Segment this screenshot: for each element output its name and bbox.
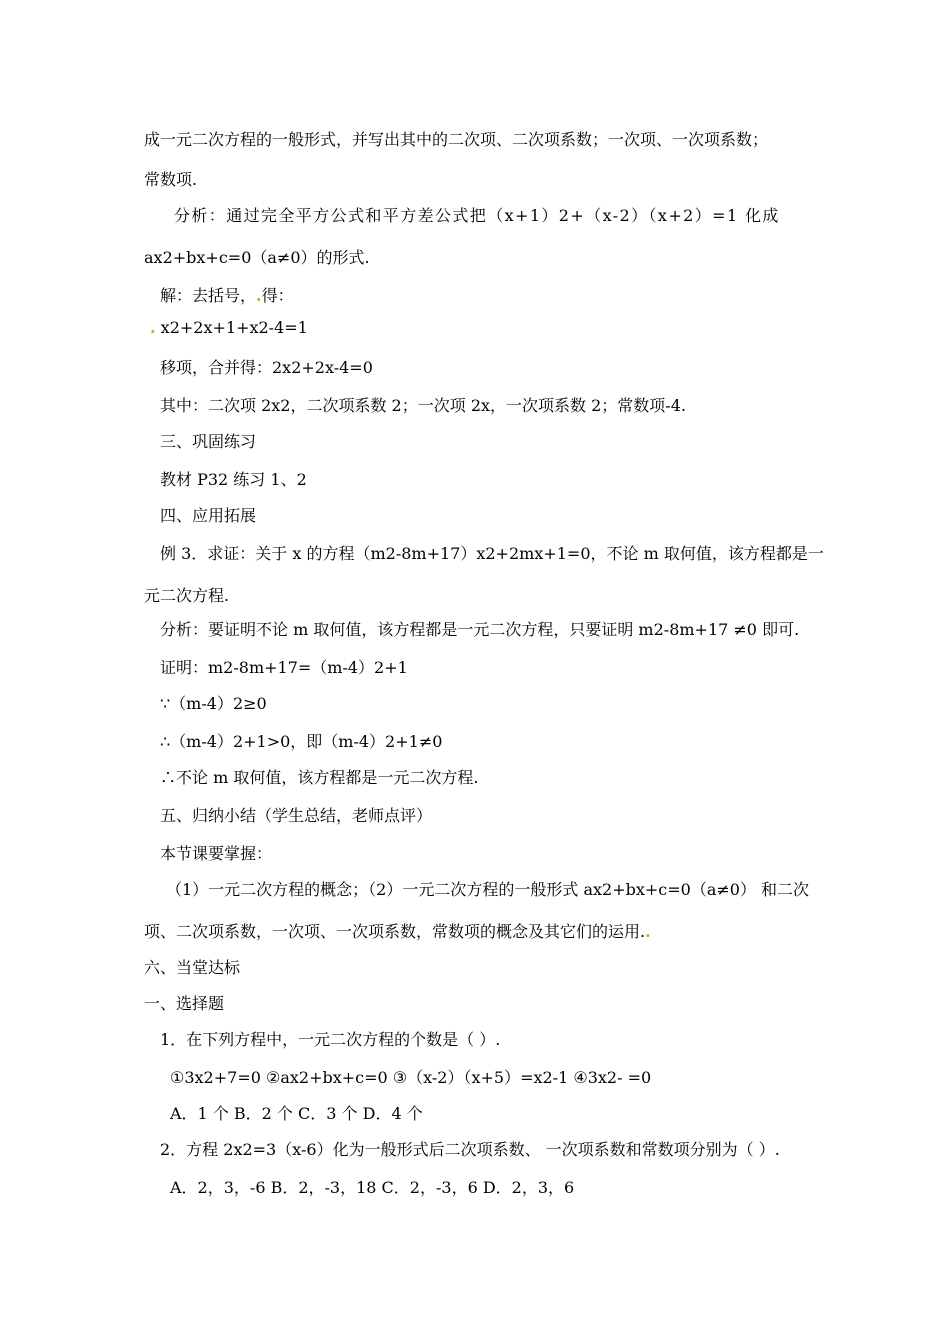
section-heading: 五、归纳小结（学生总结，老师点评） (160, 806, 433, 825)
text-segment: 解：去括号， (160, 286, 257, 305)
text-segment: 项、二次项系数，一次项、一次项系数，常数项的概念及其它们的运用. (144, 922, 646, 941)
text-line: 例 3．求证：关于 x 的方程（m2-8m+17）x2+2mx+1=0，不论 m 取何值，该方程都是一 (160, 544, 824, 563)
text-line: 其中：二次项 2x2，二次项系数 2；一次项 2x，一次项系数 2；常数项-4. (160, 396, 686, 415)
section-heading: 三、巩固练习 (160, 432, 257, 451)
text-line: ∴（m-4）2+1>0，即（m-4）2+1≠0 (160, 732, 443, 751)
text-line: 常数项. (144, 170, 198, 189)
section-heading: 四、应用拓展 (160, 506, 257, 525)
text-line: 成一元二次方程的一般形式，并写出其中的二次项、二次项系数；一次项、一次项系数； (144, 130, 769, 149)
text-line: 证明：m2-8m+17=（m-4）2+1 (160, 658, 408, 677)
question-options: ①3x2+7=0 ②ax2+bx+c=0 ③（x-2）（x+5）=x2-1 ④3x2- =0 (170, 1068, 652, 1087)
text-line (144, 922, 651, 942)
question-text: 1．在下列方程中，一元二次方程的个数是（ ）. (160, 1030, 501, 1049)
question-text: 2．方程 2x2=3（x-6）化为一般形式后二次项系数、 一次项系数和常数项分别为（ ）. (160, 1140, 780, 1159)
text-line: （1）一元二次方程的概念；（2）一元二次方程的一般形式 ax2+bx+c=0（a≠0） 和二次 (166, 880, 810, 899)
text-line: 本节课要掌握： (160, 844, 273, 863)
decorative-dot: . (150, 318, 156, 337)
decorative-dot: . (256, 286, 262, 305)
text-line: ax2+bx+c=0（a≠0）的形式. (144, 248, 370, 267)
section-heading: 六、当堂达标 (144, 958, 241, 977)
answer-choices: A．2，3，-6 B．2，-3，18 C．2，-3，6 D．2，3，6 (170, 1178, 575, 1197)
text-line: ∵（m-4）2≥0 (160, 694, 267, 713)
text-line (160, 286, 294, 306)
answer-choices: A．1 个 B．2 个 C．3 个 D．4 个 (170, 1104, 423, 1123)
text-line: 分析：通过完全平方公式和平方差公式把（x+1）2+（x-2）（x+2）=1 化成 (174, 206, 780, 225)
text-line (150, 318, 308, 338)
text-line: 元二次方程. (144, 586, 230, 605)
text-segment: 得： (261, 286, 294, 305)
text-segment: x2+2x+1+x2-4=1 (160, 318, 308, 337)
text-line: 移项，合并得：2x2+2x-4=0 (160, 358, 373, 377)
section-heading: 一、选择题 (144, 994, 225, 1013)
text-line: ∴不论 m 取何值，该方程都是一元二次方程. (160, 768, 479, 787)
text-line: 教材 P32 练习 1、2 (160, 470, 307, 489)
text-line: 分析：要证明不论 m 取何值，该方程都是一元二次方程，只要证明 m2-8m+17 ≠0 即可. (160, 620, 800, 639)
decorative-dot: . (645, 922, 651, 941)
